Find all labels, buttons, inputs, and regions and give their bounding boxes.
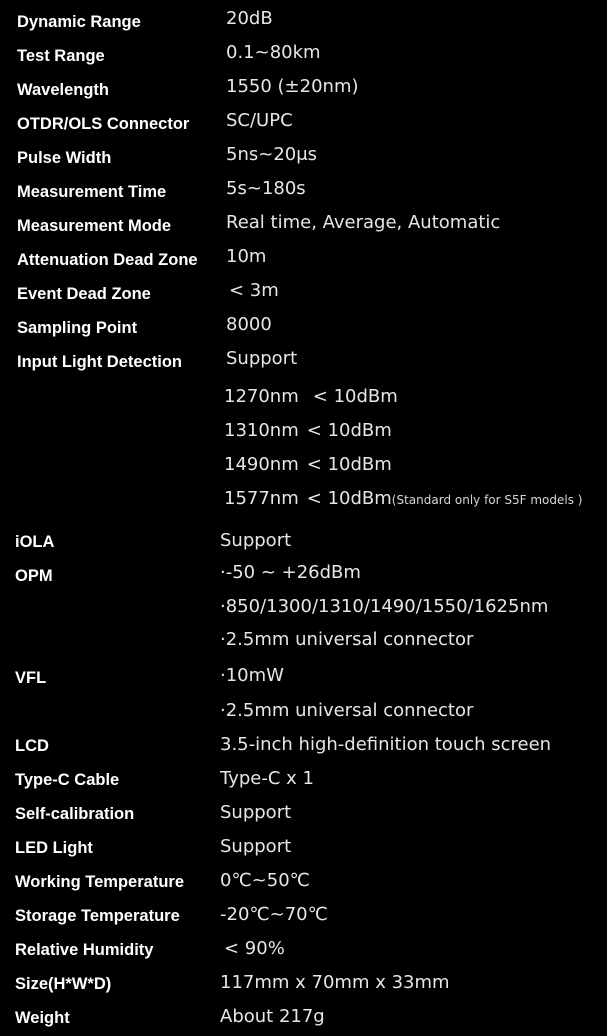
- spec-label-led-light: LED Light: [15, 839, 93, 857]
- spec-label-connector: OTDR/OLS Connector: [17, 115, 190, 133]
- spec-value-iola: Support: [220, 530, 292, 551]
- spec-value-working-temperature: 0℃~50℃: [220, 870, 310, 891]
- input-light-line-1310: 1310nm < 10dBm: [224, 420, 392, 441]
- spec-value-attenuation-dead-zone: 10m: [226, 246, 267, 267]
- spec-label-event-dead-zone: Event Dead Zone: [17, 285, 151, 303]
- spec-label-type-c-cable: Type-C Cable: [15, 771, 120, 789]
- spec-value-self-calibration: Support: [220, 802, 292, 823]
- spec-label-storage-temperature: Storage Temperature: [15, 907, 180, 925]
- spec-value-input-light-detection: Support: [226, 348, 298, 369]
- spec-label-sampling-point: Sampling Point: [17, 319, 138, 337]
- spec-label-dynamic-range: Dynamic Range: [17, 13, 141, 31]
- spec-value-measurement-mode: Real time, Average, Automatic: [226, 212, 501, 233]
- spec-value-led-light: Support: [220, 836, 292, 857]
- opm-line-power-range: ·-50 ~ +26dBm: [220, 562, 361, 583]
- spec-label-working-temperature: Working Temperature: [15, 873, 185, 891]
- spec-value-wavelength: 1550 (±20nm): [226, 76, 359, 97]
- spec-label-lcd: LCD: [15, 737, 49, 755]
- input-light-line-1577: 1577nm < 10dBm(Standard only for S5F models ): [224, 488, 583, 509]
- spec-label-opm: OPM: [15, 567, 53, 585]
- spec-value-event-dead-zone: < 3m: [229, 280, 279, 301]
- spec-label-attenuation-dead-zone: Attenuation Dead Zone: [17, 251, 198, 269]
- spec-value-test-range: 0.1~80km: [226, 42, 321, 63]
- spec-label-wavelength: Wavelength: [17, 81, 109, 99]
- spec-value-sampling-point: 8000: [226, 314, 272, 335]
- spec-label-vfl: VFL: [15, 669, 47, 687]
- spec-value-relative-humidity: < 90%: [224, 938, 285, 959]
- spec-label-test-range: Test Range: [17, 47, 105, 65]
- opm-line-wavelengths: ·850/1300/1310/1490/1550/1625nm: [220, 596, 549, 617]
- spec-label-iola: iOLA: [15, 533, 55, 551]
- spec-value-measurement-time: 5s~180s: [226, 178, 306, 199]
- vfl-line-connector: ·2.5mm universal connector: [220, 700, 474, 721]
- opm-line-connector: ·2.5mm universal connector: [220, 629, 474, 650]
- input-light-line-1270: 1270nm < 10dBm: [224, 386, 398, 407]
- spec-value-storage-temperature: -20℃~70℃: [220, 904, 328, 925]
- spec-label-measurement-mode: Measurement Mode: [17, 217, 172, 235]
- spec-value-weight: About 217g: [220, 1006, 325, 1027]
- input-light-line-1490: 1490nm < 10dBm: [224, 454, 392, 475]
- spec-label-relative-humidity: Relative Humidity: [15, 941, 154, 959]
- spec-value-pulse-width: 5ns~20μs: [226, 144, 318, 165]
- spec-label-input-light-detection: Input Light Detection: [17, 353, 182, 371]
- spec-label-pulse-width: Pulse Width: [17, 149, 112, 167]
- spec-label-measurement-time: Measurement Time: [17, 183, 167, 201]
- model-note: (Standard only for S5F models ): [391, 493, 583, 507]
- vfl-line-power: ·10mW: [220, 665, 284, 686]
- spec-value-dynamic-range: 20dB: [226, 8, 273, 29]
- spec-label-weight: Weight: [15, 1009, 70, 1027]
- spec-value-lcd: 3.5-inch high-definition touch screen: [220, 734, 552, 755]
- spec-value-connector: SC/UPC: [226, 110, 293, 131]
- spec-value-size: 117mm x 70mm x 33mm: [220, 972, 450, 993]
- spec-label-self-calibration: Self-calibration: [15, 805, 135, 823]
- spec-label-size: Size(H*W*D): [15, 975, 112, 993]
- spec-value-type-c-cable: Type-C x 1: [220, 768, 314, 789]
